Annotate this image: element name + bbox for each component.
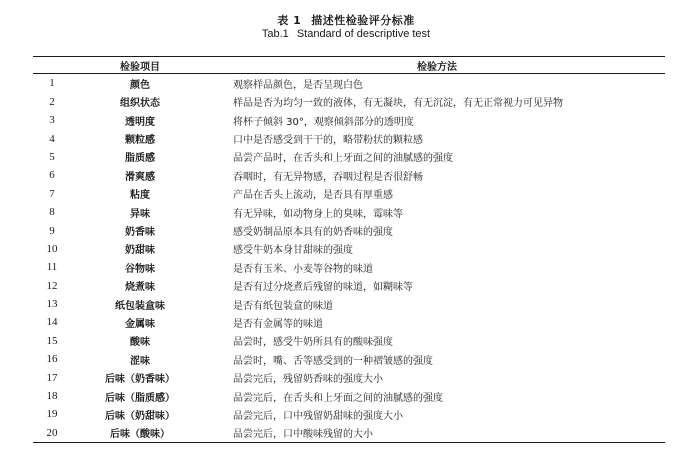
table-row xyxy=(33,221,665,239)
row-test-item: 后味（奶甜味） xyxy=(105,410,175,422)
row-test-method: 是否有过分烧煮后残留的味道，如糊味等 xyxy=(233,282,413,294)
row-test-method: 是否有纸包装盒的味道 xyxy=(233,300,333,312)
row-number: 11 xyxy=(46,261,58,274)
row-test-item: 后味（奶香味） xyxy=(105,374,175,386)
row-number: 14 xyxy=(46,316,58,329)
row-number: 20 xyxy=(46,426,58,439)
row-test-method: 品尝完后，口中酸味残留的大小 xyxy=(233,429,373,441)
table-row xyxy=(33,368,665,386)
table-title-zh: 描述性检验评分标准 xyxy=(311,14,415,27)
row-test-method: 观察样品颜色，是否呈现白色 xyxy=(233,79,363,91)
row-test-method: 品尝时，感受牛奶所具有的酸味强度 xyxy=(233,337,393,349)
table-body xyxy=(33,74,665,442)
row-test-item: 颜色 xyxy=(130,79,150,91)
row-test-method: 品尝完后，口中残留奶甜味的强度大小 xyxy=(233,410,403,422)
table-row xyxy=(33,93,665,111)
descriptive-test-table xyxy=(33,56,665,443)
row-test-item: 烧煮味 xyxy=(125,282,155,294)
table-row xyxy=(33,332,665,350)
row-test-method: 产品在舌头上流动，是否具有厚重感 xyxy=(233,190,393,202)
row-number: 5 xyxy=(49,150,55,163)
row-test-method: 品尝完后，残留奶香味的强度大小 xyxy=(233,374,383,386)
row-test-item: 金属味 xyxy=(125,318,155,330)
row-number: 16 xyxy=(46,353,58,366)
table-row xyxy=(33,350,665,368)
table-row xyxy=(33,185,665,203)
table-row xyxy=(33,424,665,442)
table-row xyxy=(33,405,665,423)
row-number: 2 xyxy=(49,95,55,108)
row-test-method: 品尝完后，在舌头和上牙面之间的油腻感的强度 xyxy=(233,392,443,404)
row-test-method: 感受牛奶本身甘甜味的强度 xyxy=(233,245,353,257)
table-row xyxy=(33,166,665,184)
row-test-item: 滑爽感 xyxy=(125,171,155,183)
row-test-method: 是否有金属等的味道 xyxy=(233,318,323,330)
row-test-method: 品尝时，嘴、舌等感受到的一种褶皱感的强度 xyxy=(233,355,433,367)
row-test-item: 脂质感 xyxy=(125,153,155,165)
row-test-method: 样品是否为均匀一致的液体，有无凝块，有无沉淀，有无正常视力可见异物 xyxy=(233,98,563,110)
row-test-item: 颗粒感 xyxy=(125,135,155,147)
row-test-item: 酸味 xyxy=(130,337,150,349)
row-number: 12 xyxy=(46,279,58,292)
row-number: 8 xyxy=(49,206,55,219)
row-number: 19 xyxy=(46,408,58,421)
row-test-method: 口中是否感受到干干的，略带粉状的颗粒感 xyxy=(233,135,423,147)
row-test-item: 后味（脂质感） xyxy=(105,392,175,404)
table-row xyxy=(33,240,665,258)
row-number: 9 xyxy=(49,224,55,237)
table-header-row xyxy=(33,57,665,73)
row-test-method: 感受奶制品原本具有的奶香味的强度 xyxy=(233,227,393,238)
table-row xyxy=(33,129,665,147)
table-row xyxy=(33,258,665,276)
table-caption-english xyxy=(0,28,692,40)
row-number: 18 xyxy=(46,390,58,403)
row-test-item: 奶香味 xyxy=(125,227,155,238)
row-test-item: 粘度 xyxy=(130,190,150,202)
header-test-method: 检验方法 xyxy=(417,61,457,73)
table-row xyxy=(33,387,665,405)
table-title-en: Standard of descriptive test xyxy=(296,28,431,40)
row-number: 7 xyxy=(49,187,55,200)
table-bottom-rule xyxy=(33,442,665,443)
table-row xyxy=(33,148,665,166)
row-test-item: 异味 xyxy=(130,208,150,220)
row-test-method: 品尝产品时，在舌头和上牙面之间的油腻感的强度 xyxy=(233,153,453,165)
row-number: 17 xyxy=(46,371,58,384)
row-test-item: 谷物味 xyxy=(125,263,155,275)
header-test-item: 检验项目 xyxy=(120,61,160,73)
table-number-zh: 表 1 xyxy=(277,14,302,27)
row-number: 1 xyxy=(49,77,55,90)
row-test-item: 后味（酸味） xyxy=(110,429,170,441)
table-row xyxy=(33,313,665,331)
row-test-method: 将杯子倾斜 30°，观察倾斜部分的透明度 xyxy=(233,116,414,128)
row-test-item: 透明度 xyxy=(125,116,155,128)
row-number: 4 xyxy=(49,132,55,145)
row-number: 6 xyxy=(49,169,55,182)
table-row xyxy=(33,74,665,92)
table-row xyxy=(33,276,665,294)
row-test-item: 组织状态 xyxy=(120,98,160,110)
table-row xyxy=(33,295,665,313)
row-test-method: 有无异味，如动物身上的臭味，霉味等 xyxy=(233,208,403,220)
row-number: 3 xyxy=(49,114,55,127)
row-test-item: 纸包装盒味 xyxy=(115,300,165,312)
table-caption-chinese xyxy=(0,12,692,28)
row-number: 15 xyxy=(46,334,58,347)
row-test-item: 奶甜味 xyxy=(125,245,155,257)
row-test-method: 吞咽时，有无异物感，吞咽过程是否很舒畅 xyxy=(233,171,423,183)
row-test-method: 是否有玉米、小麦等谷物的味道 xyxy=(233,263,373,275)
table-row xyxy=(33,203,665,221)
row-test-item: 涩味 xyxy=(130,355,150,367)
row-number: 13 xyxy=(46,298,58,311)
row-number: 10 xyxy=(46,242,58,255)
table-row xyxy=(33,111,665,129)
table-number-en: Tab.1 xyxy=(261,28,289,40)
